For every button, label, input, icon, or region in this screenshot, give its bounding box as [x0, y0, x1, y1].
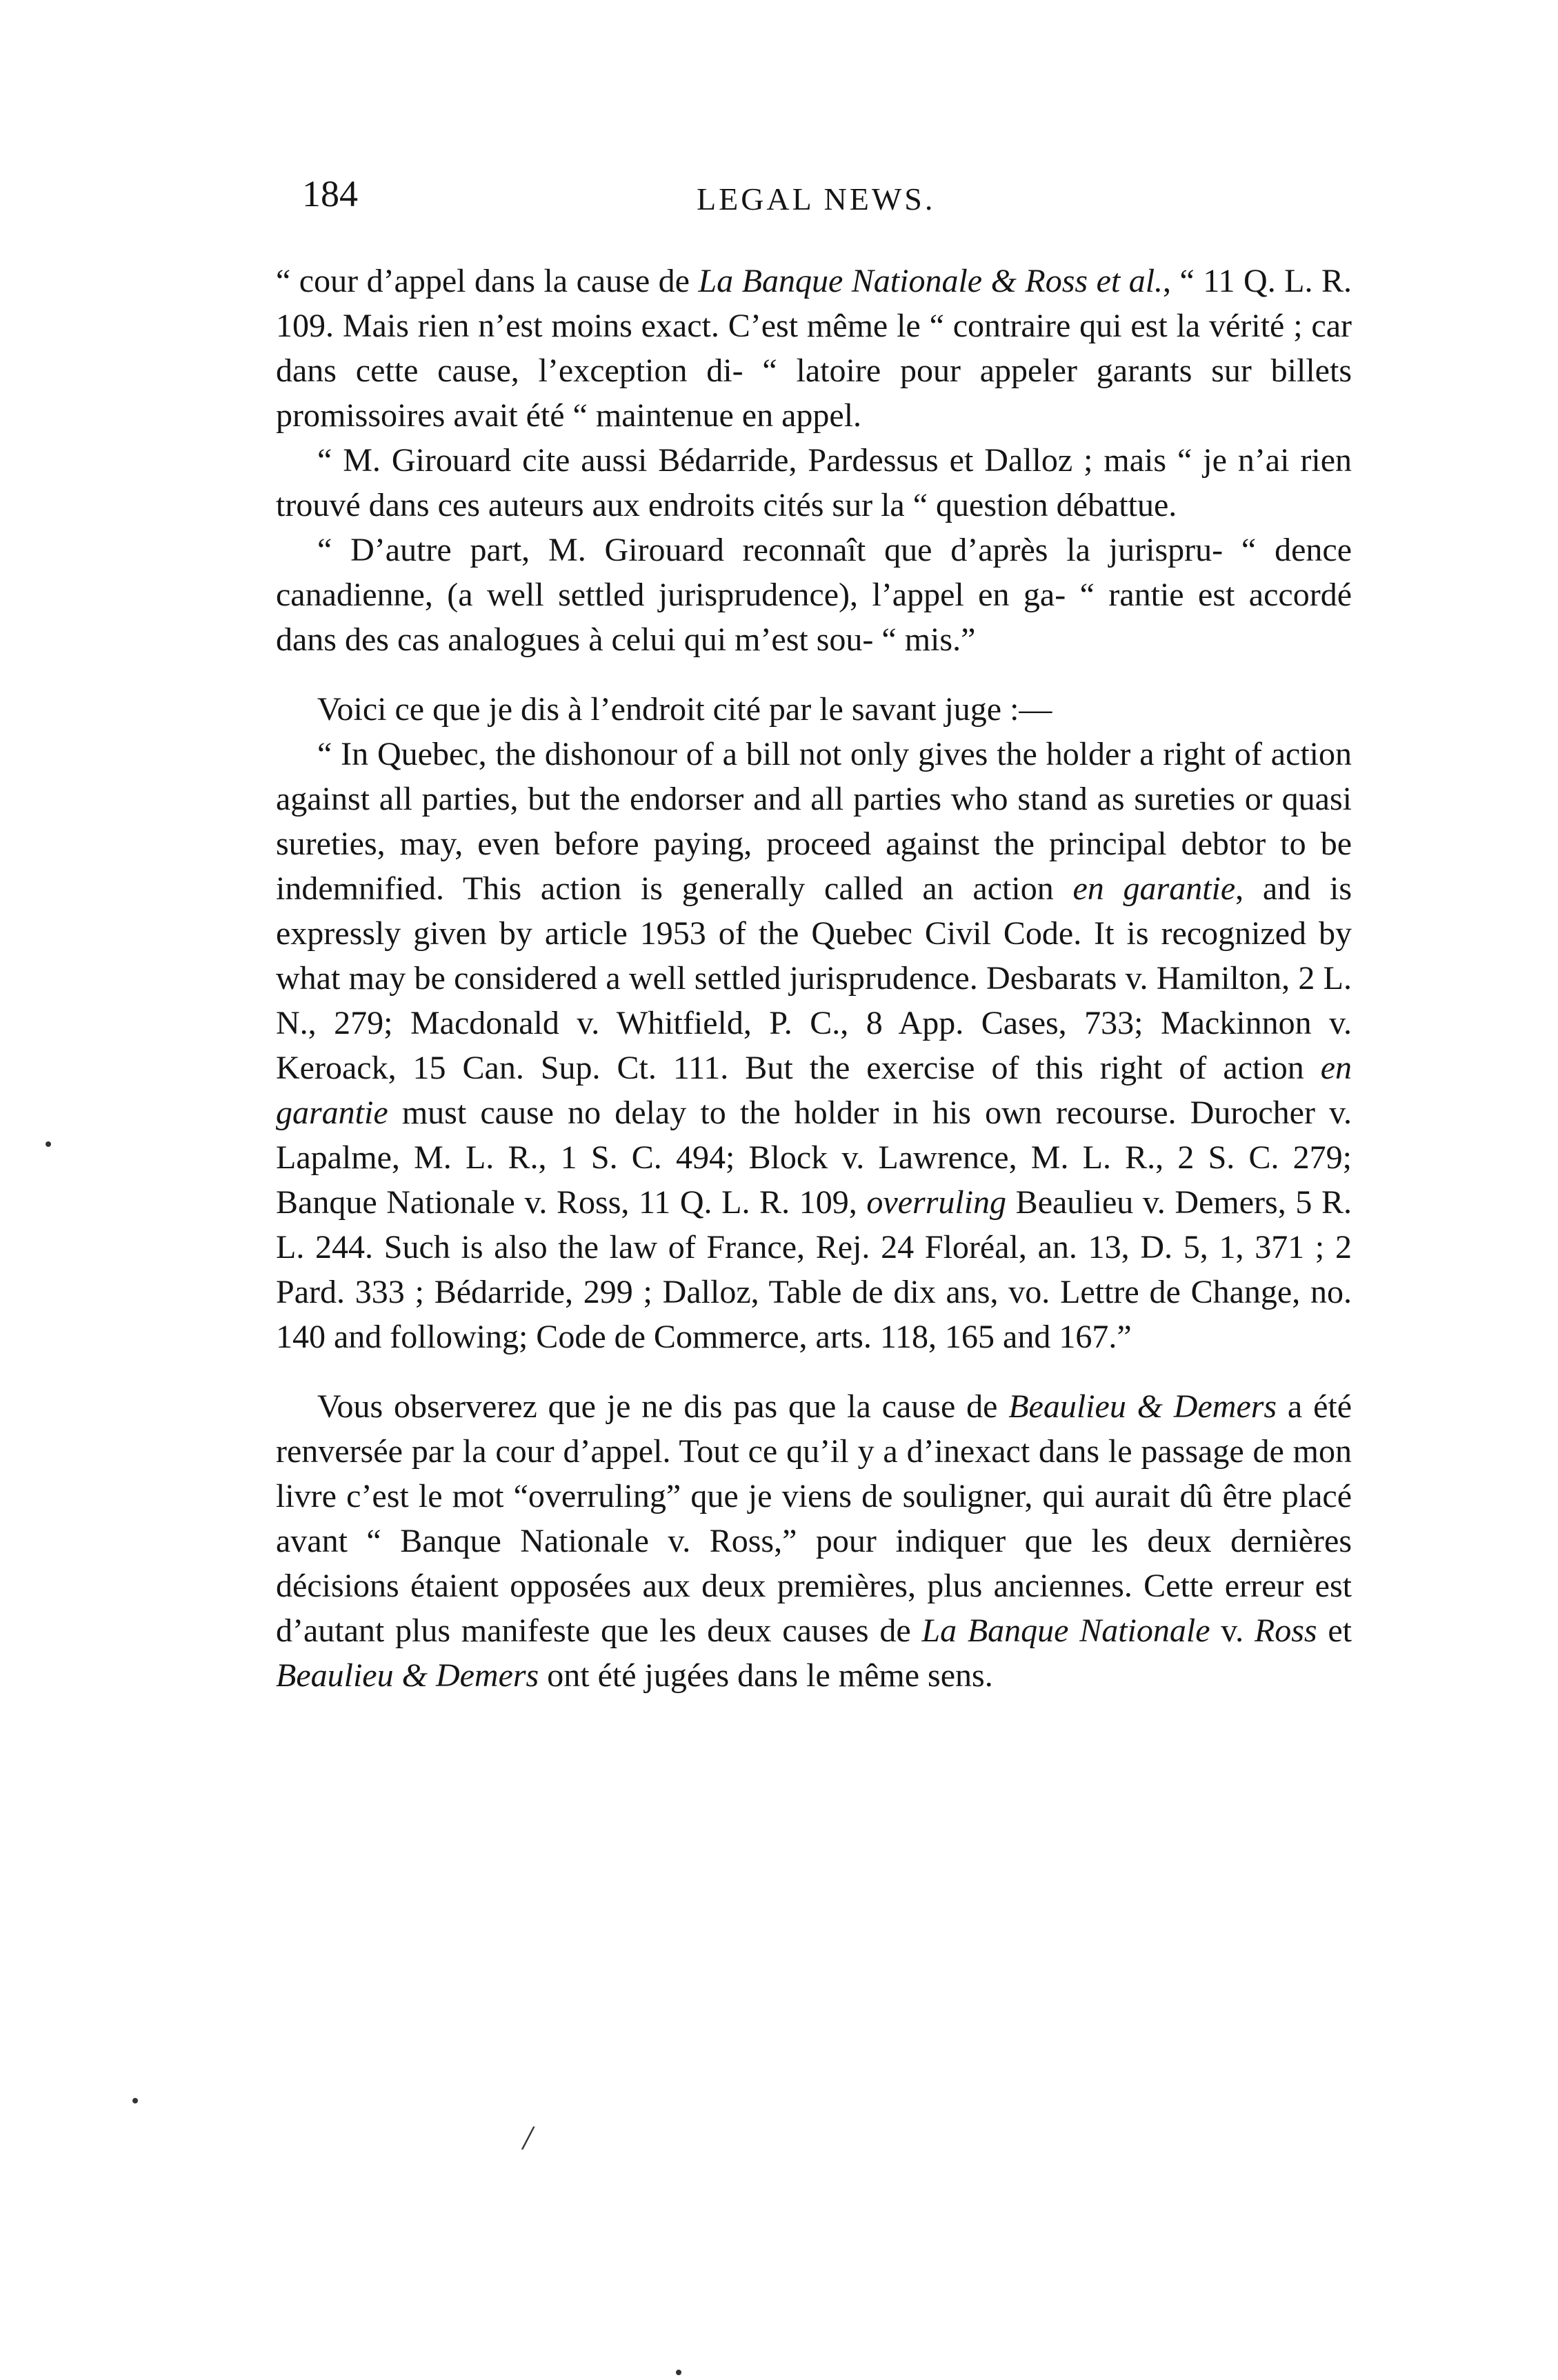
- text-run: , “ 11 Q. L. R. 109. Mais rien n’est moins exact. C’est même le “ contraire qui est la vérité ; car dans cette cause, l’exception di- “ latoire pour appeler garants sur billets promissoires avait été “ maintenue en appel.: [276, 263, 1352, 434]
- text-run: et: [1317, 1612, 1352, 1649]
- text-run: Beaulieu v. Demers, 5 R. L. 244. Such is also the law of France, Rej. 24 Floréal, an. 13, D. 5, 1, 371 ; 2 Pard. 333 ; Bédarride, 299 ; Dalloz, Table de dix ans, vo. Lettre de Change, no. 140 and following; Code de Commerce, arts. 118, 165 and 167.”: [276, 1184, 1352, 1355]
- italic-text-run: Ross: [1254, 1612, 1317, 1649]
- italic-text-run: Beaulieu & Demers: [276, 1657, 539, 1694]
- running-title: LEGAL NEWS.: [697, 181, 936, 217]
- italic-text-run: La Banque Nationale & Ross et al.: [698, 263, 1163, 299]
- speck: [676, 2370, 681, 2375]
- page-body: [276, 259, 1352, 1698]
- italic-text-run: overruling: [866, 1184, 1007, 1221]
- paragraph-jurisprudence: [276, 528, 1352, 662]
- paragraph-girouard-authors: [276, 438, 1352, 528]
- page-number: 184: [302, 173, 358, 214]
- paragraph-quebec-quote: [276, 732, 1352, 1359]
- page-header: [0, 172, 1558, 228]
- text-run: Vous observerez que je ne dis pas que la cause de: [317, 1388, 1009, 1425]
- italic-text-run: en garantie: [276, 1050, 1352, 1131]
- text-run: a été renversée par la cour d’appel. Tout ce qu’il y a d’inexact dans le passage de mon livre c’est le mot “overruling” que je viens de souligner, qui aurait dû être placé avant “ Banque Nationale v. Ross,” pour indiquer que les deux dernières décisions étaient opposées aux deux premières, plus anciennes. Cette erreur est d’autant plus manifeste que les deux causes de: [276, 1388, 1352, 1649]
- italic-text-run: La Banque Nationale: [921, 1612, 1210, 1649]
- text-run: ont été jugées dans le même sens.: [539, 1657, 993, 1694]
- text-run: v.: [1210, 1612, 1255, 1649]
- paragraph-quote-court-appeal: [276, 259, 1352, 438]
- speck: [46, 1141, 51, 1147]
- text-run: must cause no delay to the holder in his own recourse. Durocher v. Lapalme, M. L. R., 1 S. C. 494; Block v. Lawrence, M. L. R., 2 S. C. 279; Banque Nationale v. Ross, 11 Q. L. R. 109,: [276, 1094, 1352, 1221]
- italic-text-run: en garantie: [1072, 870, 1236, 907]
- paragraph-vous-observerez: [276, 1384, 1352, 1698]
- text-run: “ cour d’appel dans la cause de: [276, 263, 699, 299]
- text-run: Voici ce que je dis à l’endroit cité par le savant juge :—: [317, 691, 1052, 728]
- text-run: “ D’autre part, M. Girouard reconnaît que d’après la jurispru- “ dence canadienne, (a well settled jurisprudence), l’appel en ga- “ rantie est accordé dans des cas analogues à celui qui m’est sou- “ mis.”: [276, 532, 1352, 658]
- speck: [132, 2098, 138, 2103]
- paragraph-voici: [276, 687, 1352, 732]
- italic-text-run: Beaulieu & Demers: [1008, 1388, 1277, 1425]
- stray-pen-mark: /: [523, 2118, 532, 2157]
- text-run: “ M. Girouard cite aussi Bédarride, Pardessus et Dalloz ; mais “ je n’ai rien trouvé dans ces auteurs aux endroits cités sur la “ question débattue.: [276, 442, 1352, 523]
- text-run: , and is expressly given by article 1953 of the Quebec Civil Code. It is recognized by what may be considered a well settled jurisprudence. Desbarats v. Hamilton, 2 L. N., 279; Macdonald v. Whitfield, P. C., 8 App. Cases, 733; Mackinnon v. Keroack, 15 Can. Sup. Ct. 111. But the exercise of this right of action: [276, 870, 1352, 1086]
- text-run: “ In Quebec, the dishonour of a bill not only gives the holder a right of action against all parties, but the endorser and all parties who stand as sureties or quasi sureties, may, even before paying, proceed against the principal debtor to be indemnified. This action is generally called an action: [276, 736, 1352, 907]
